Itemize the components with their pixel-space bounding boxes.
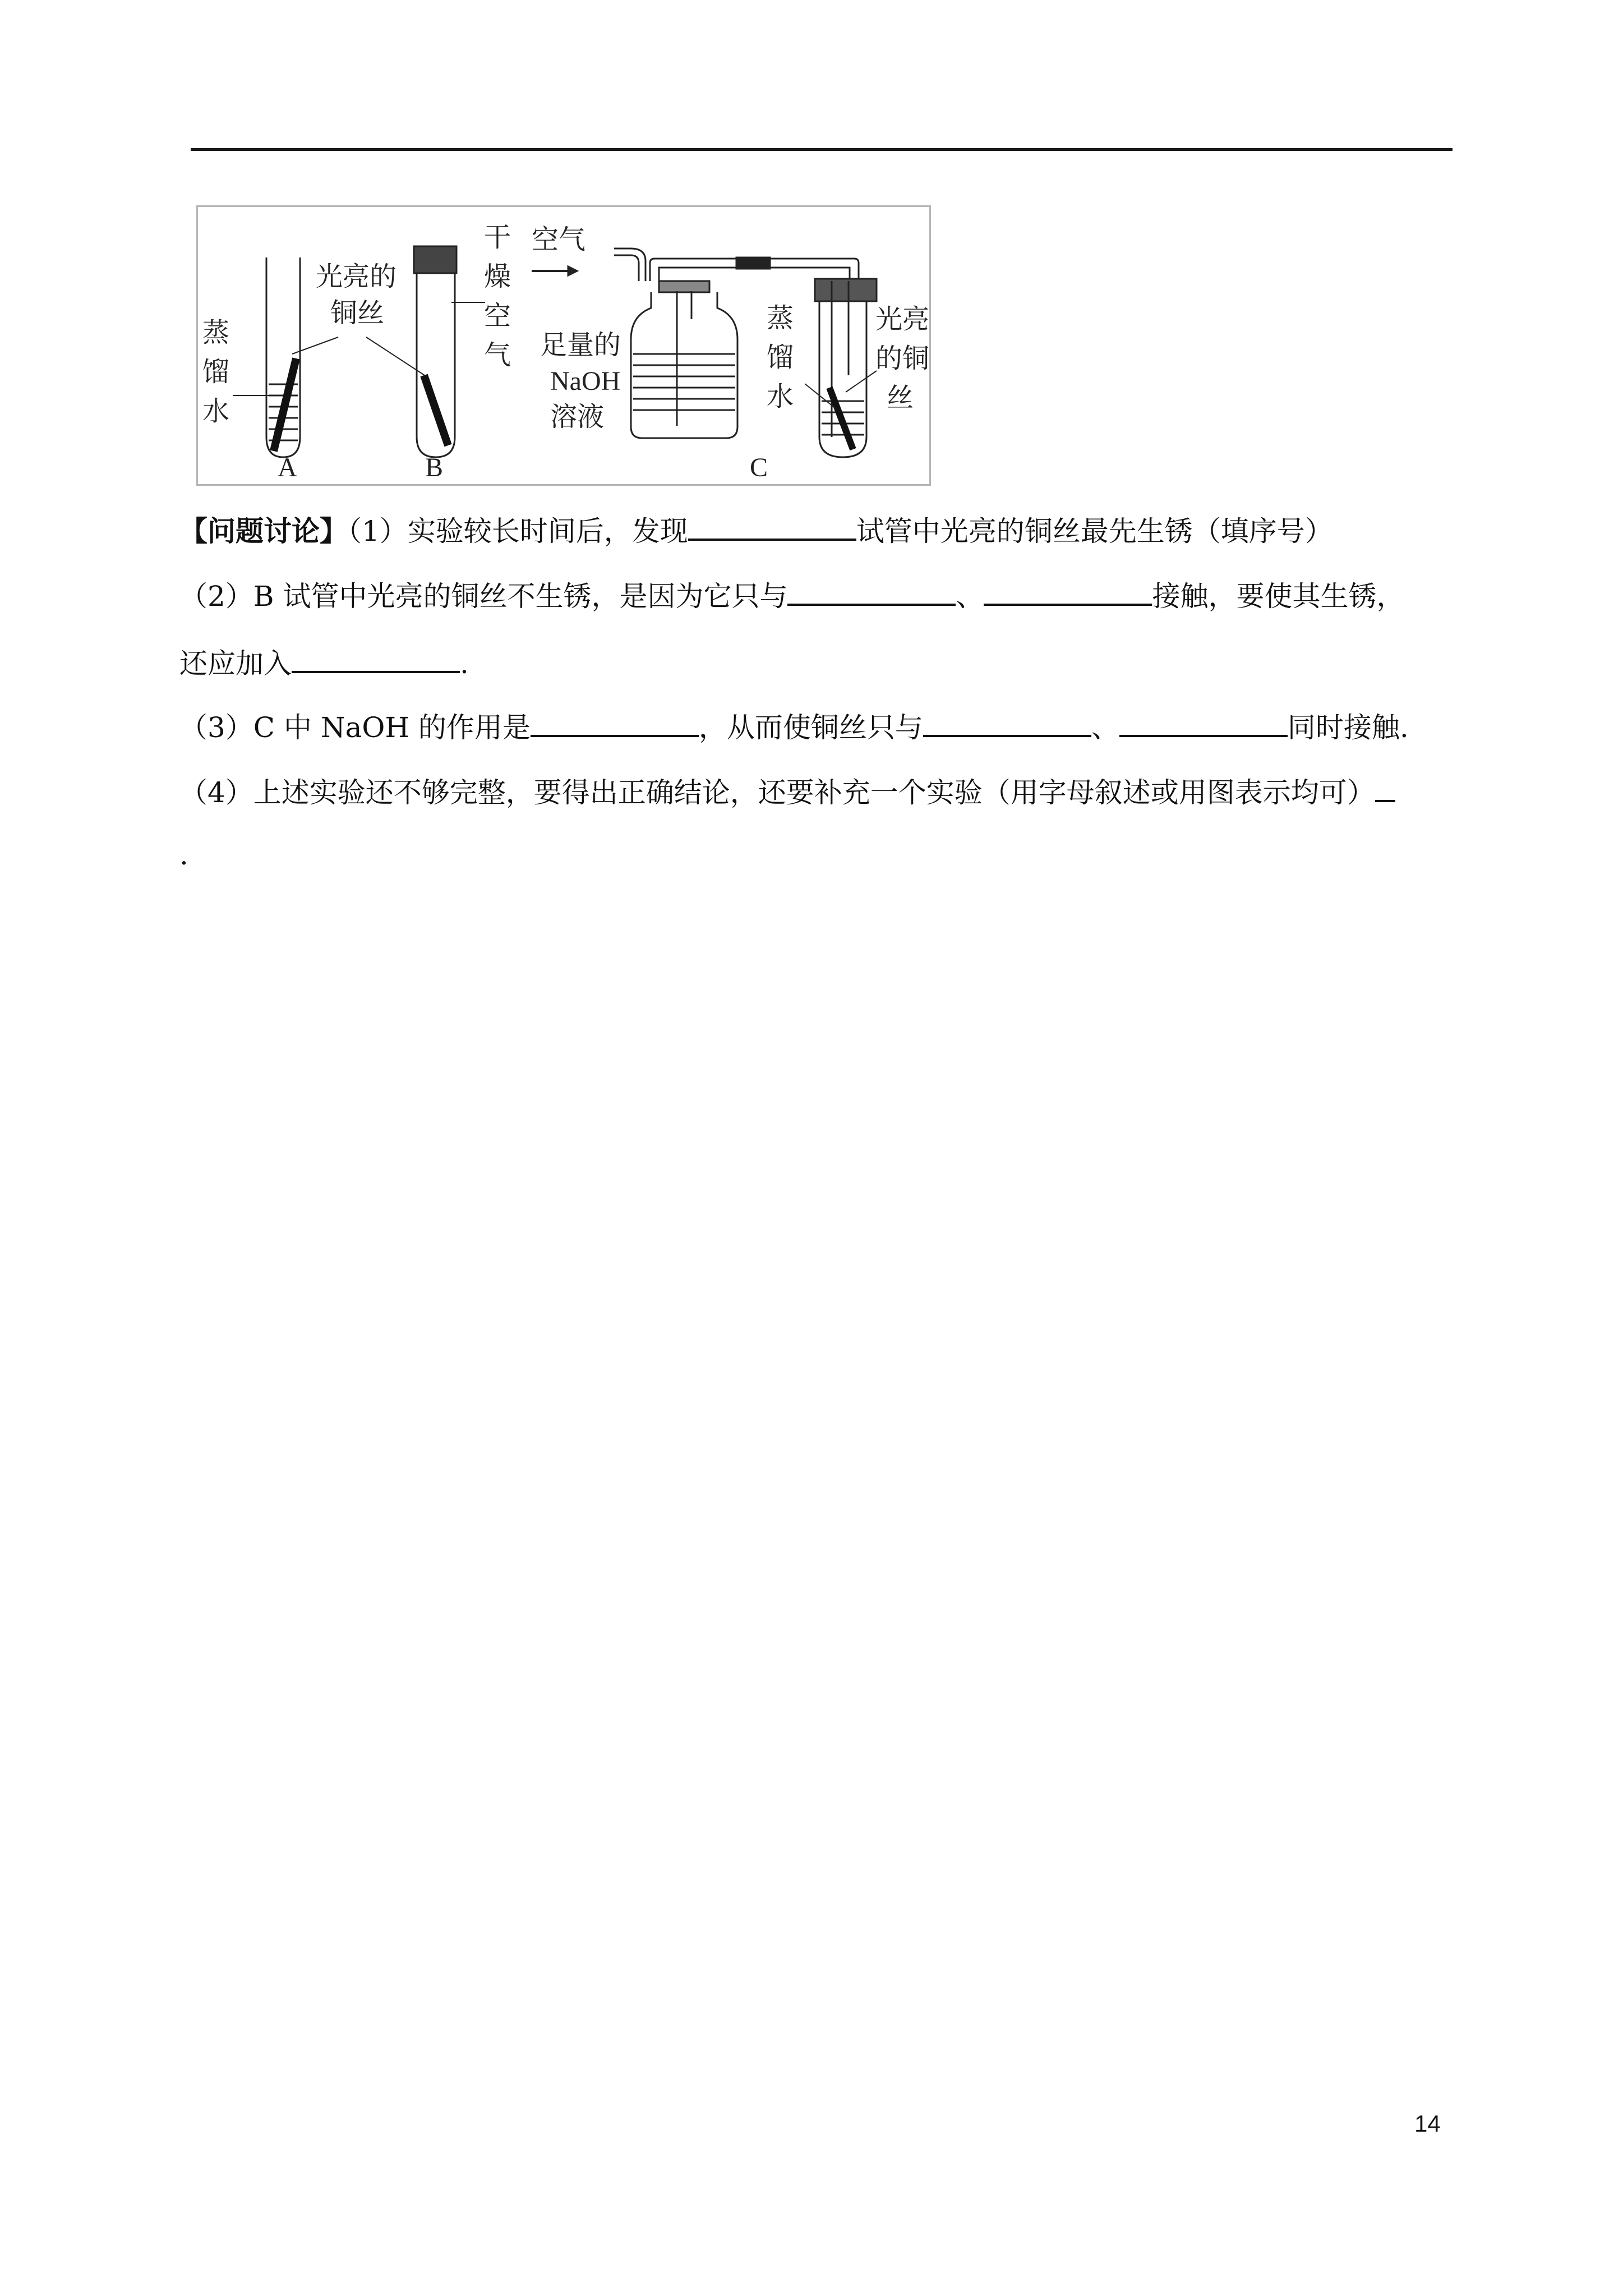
b-dry-air-label-1: 干 [484,222,511,253]
panel-b-label: B [425,453,444,482]
a-water-label-1: 蒸 [202,317,230,348]
c-naoh-label-2: NaOH [550,366,621,396]
b-dry-air-label-3: 空 [484,300,511,332]
shiny-wire-label-2: 铜丝 [330,297,385,329]
c-water-label-3: 水 [767,381,794,412]
q1-text-a: （1）实验较长时间后，发现 [348,515,688,547]
question-3 [179,708,1409,744]
q3-answer-blank-1[interactable] [531,708,699,737]
question-4-end [179,838,188,872]
q2-answer-blank-1[interactable] [787,577,956,606]
q4-end-period: . [179,839,188,871]
q1-text-b: 试管中光亮的铜丝最先生锈（填序号） [856,515,1333,547]
c-water-label-2: 馏 [767,342,794,373]
page-number: 14 [1414,2110,1441,2137]
q3-text-c: 同时接触. [1287,711,1409,744]
shiny-wire-label-1: 光亮的 [316,261,397,292]
q4-text: （4）上述实验还不够完整，要得出正确结论，还要补充一个实验（用字母叙述或用图表示均可） [179,776,1375,809]
c-naoh-label-1: 足量的 [540,329,621,361]
apparatus-diagram [198,207,933,487]
question-1 [179,512,1333,548]
c-water-label-1: 蒸 [767,302,794,334]
a-water-label-2: 馏 [202,356,230,388]
question-2 [179,577,1404,613]
discussion-heading: 【问题讨论】 [179,514,348,547]
c-wire-label-3: 丝 [887,382,914,413]
q2-separator: 、 [956,580,984,613]
panel-a-label: A [278,453,297,482]
question-4 [179,773,1395,809]
q2-text-b: 接触，要使其生锈， [1152,580,1405,613]
q2-answer-blank-3[interactable] [292,644,460,673]
c-naoh-label-3: 溶液 [550,401,605,432]
q3-separator: 、 [1091,711,1119,744]
q2-text-a: （2）B 试管中光亮的铜丝不生锈，是因为它只与 [179,580,788,613]
q2-line2-text: 还应加入 [179,647,292,680]
c-wire-label-2: 的铜 [875,343,930,374]
experiment-figure [196,205,931,486]
q1-answer-blank[interactable] [688,512,856,541]
c-wire-label-1: 光亮 [875,303,930,335]
q4-answer-blank[interactable] [1375,773,1395,802]
q3-text-b: ，从而使铜丝只与 [698,711,923,744]
question-2-continued [179,644,469,680]
q3-text-a: （3）C 中 NaOH 的作用是 [179,711,531,744]
a-water-label-3: 水 [202,395,230,427]
c-air-label: 空气 [532,224,586,255]
header-rule [191,148,1453,151]
b-dry-air-label-4: 气 [484,339,511,371]
q3-answer-blank-3[interactable] [1119,708,1288,737]
panel-c-label: C [750,453,768,482]
b-dry-air-label-2: 燥 [484,261,511,292]
q3-answer-blank-2[interactable] [923,708,1091,737]
q2-answer-blank-2[interactable] [984,577,1152,606]
q2-line2-end: . [460,647,469,680]
